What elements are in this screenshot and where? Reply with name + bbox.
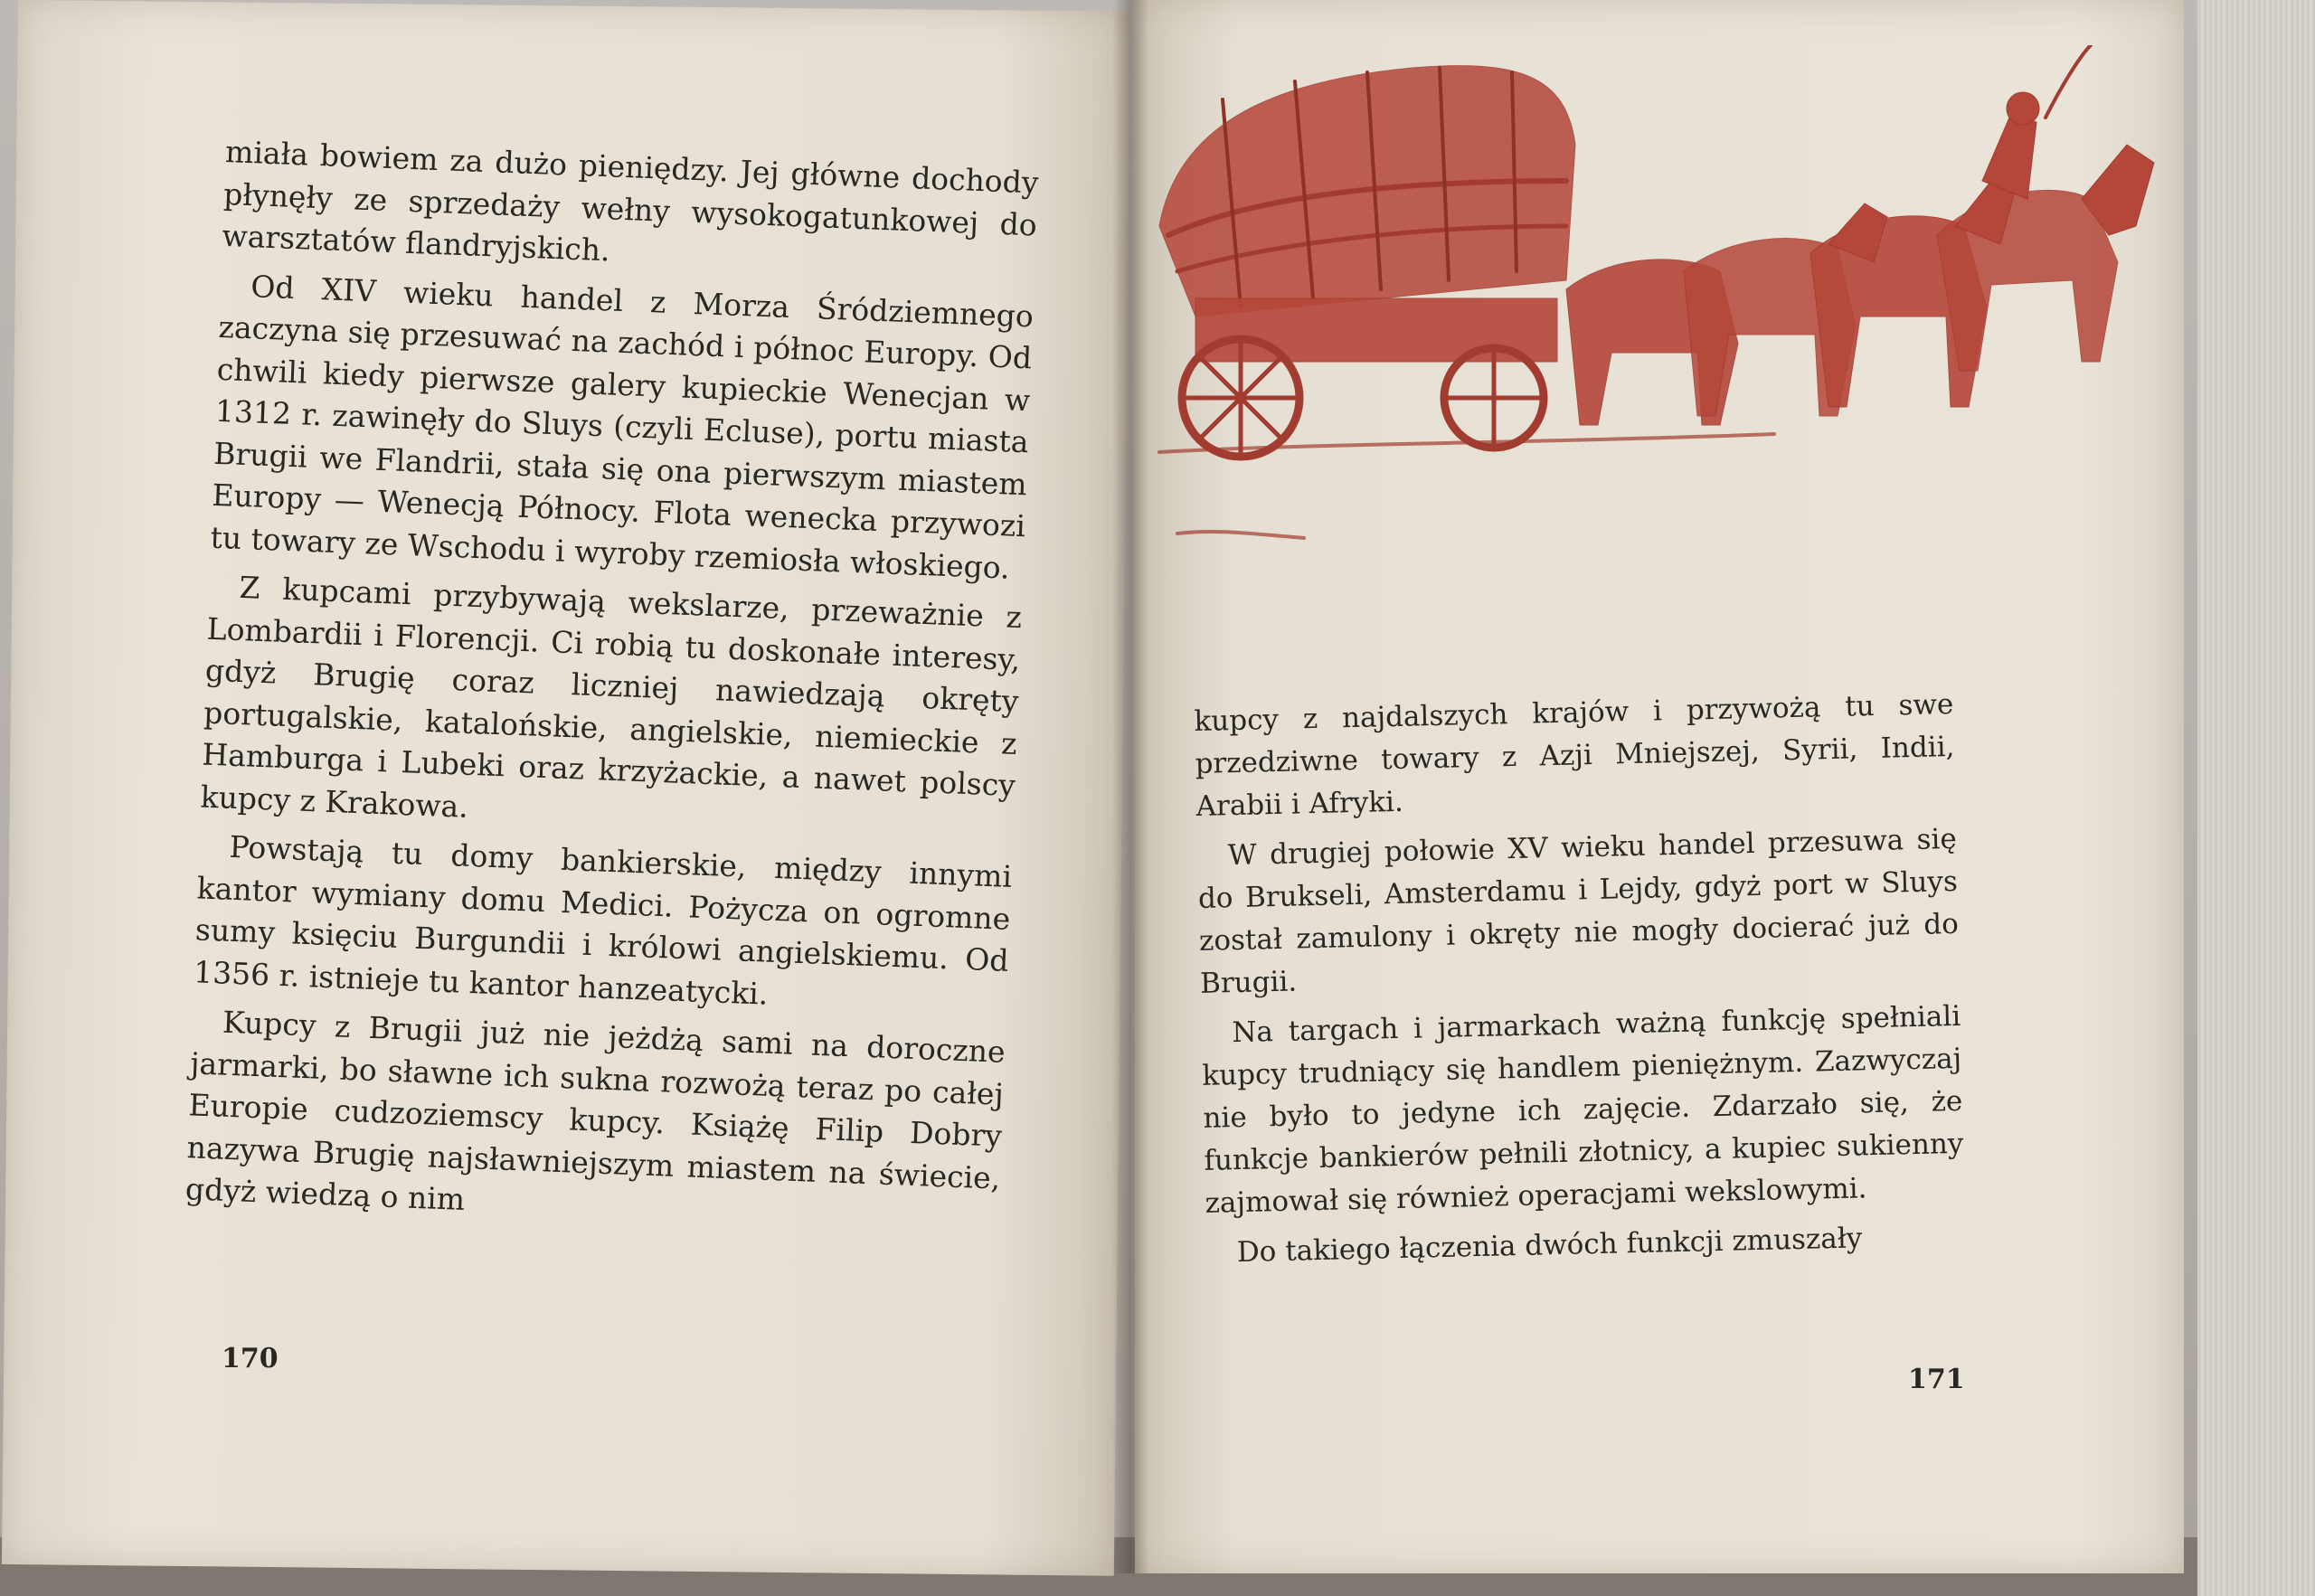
paragraph: W drugiej połowie XV wieku handel przesuwa się do Brukseli, Amsterdamu i Lejdy, gdyż port w Sluys został zamulony i okręty nie mogły docierać już do Brugii.: [1197, 822, 1960, 1000]
paragraph: kupcy z najdalszych krajów i przywożą tu swe przedziwne towary z Azji Mniejszej, Syrii, Indii, Arabii i Afryki.: [1194, 687, 1955, 823]
paragraph: Powstają tu domy bankierskie, między innymi kantor wymiany domu Medici. Pożycza on ogromne sumy księciu Burgundii i królowi angielskiemu. Od 1356 r. istnieje tu kantor hanzeatycki.: [193, 828, 1013, 1012]
paragraph: Kupcy z Brugii już nie jeżdżą sami na doroczne jarmarki, bo sławne ich sukna rozwożą teraz po całej Europie cudzoziemscy kupcy. Książę Filip Dobry nazywa Brugię najsławniejszym miastem na świecie, gdyż wiedzą o nim: [184, 1004, 1006, 1217]
paragraph: miała bowiem za dużo pieniędzy. Jej główne dochody płynęły ze sprzedaży wełny wysokogatunkowej do warsztatów flandryjskich.: [221, 133, 1040, 269]
page-number-right: 171: [1908, 1364, 1965, 1395]
paragraph: Od XIV wieku handel z Morza Śródziemnego zaczyna się przesuwać na zachód i północ Europy. Od chwili kiedy pierwsze galery kupieckie Wenecjan w 1312 r. zawinęły do Sluys (czyli Ecluse), portu miasta Brugii we Flandrii, stała się ona pierwszym miastem Europy — Wenecją Północy. Flota wenecka przywozi tu towary ze Wschodu i wyroby rzemiosła włoskiego.: [210, 268, 1035, 586]
book-page-edges: [2197, 0, 2315, 1596]
horse-drawn-wagon-illustration: [1141, 45, 2172, 588]
paragraph: Do takiego łączenia dwóch funkcji zmuszały: [1236, 1222, 1863, 1270]
page-number-left: 170: [222, 1343, 279, 1374]
paragraph: Na targach i jarmarkach ważną funkcję spełniali kupcy trudniący się handlem pieniężnym. Zazwyczaj nie było to jedyne ich zajęcie. Zdarzało się, że funkcje bankierów pełnili złotnicy, a kupiec sukienny zajmował się również operacjami wekslowymi.: [1202, 999, 1964, 1220]
right-page-text: [1194, 684, 1966, 1282]
paragraph: Z kupcami przybywają wekslarze, przeważnie z Lombardii i Florencji. Ci robią tu doskonałe interesy, gdyż Brugię coraz liczniej nawiedzają okręty portugalskie, katalońskie, angielskie, niemieckie z Hamburga i Lubeki oraz krzyżackie, a nawet polscy kupcy z Krakowa.: [199, 569, 1023, 825]
left-page-text: [184, 131, 1039, 1249]
